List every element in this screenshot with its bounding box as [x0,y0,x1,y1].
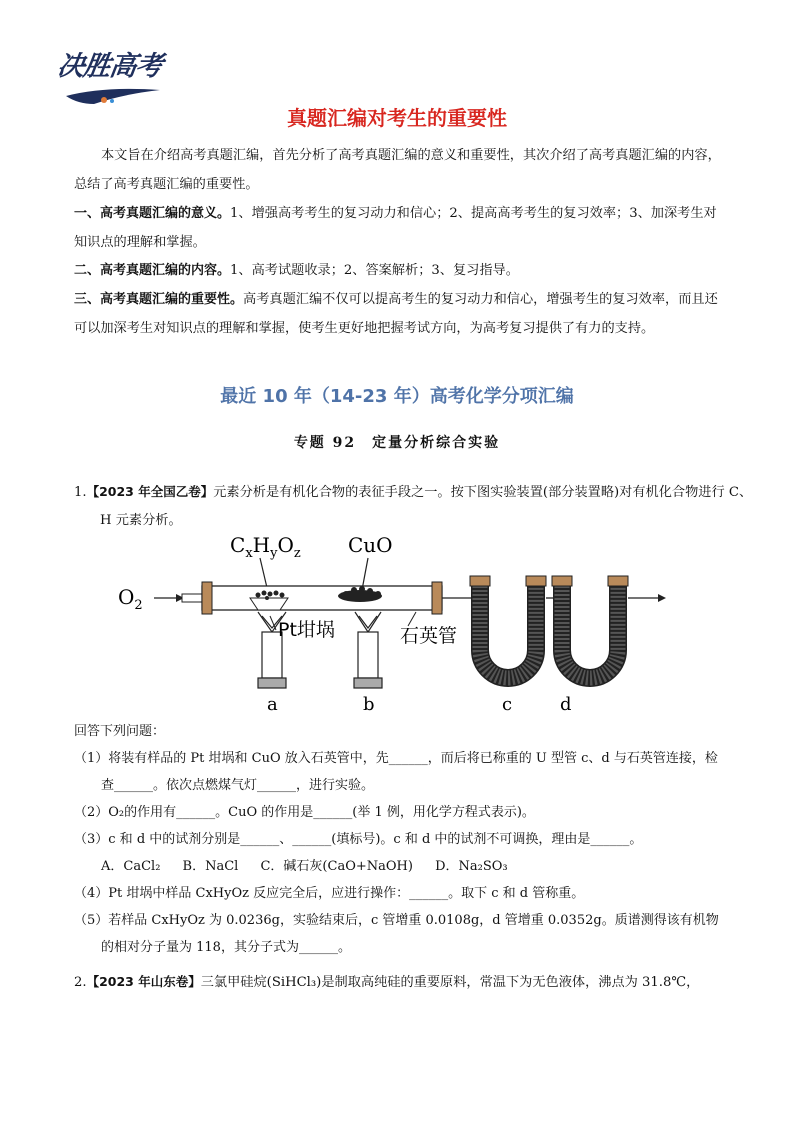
section-1 [74,199,724,257]
outlet-arrow-icon [658,594,666,602]
intro-paragraph: 本文旨在介绍高考真题汇编，首先分析了高考真题汇编的意义和重要性，其次介绍了高考真题汇编的内容，总结了高考真题汇编的重要性。 [74,148,721,192]
option-c: C．碱石灰(CaO+NaOH) [260,859,413,874]
section-1-text: 1、增强高考考生的复习动力和信心；2、提高高考考生的复习效率；3、加深考生对知识点的理解和掌握。 [74,206,717,250]
quartz-tube [202,586,442,610]
label-b: b [363,694,375,715]
subquestions-block [74,745,728,961]
option-b: B．NaCl [182,859,239,874]
label-a: a [267,694,278,715]
subquestion-2: （2）O₂的作用有______。CuO 的作用是______(举 1 例，用化学方程式表示)。 [74,805,535,820]
section-2-text: 1、高考试题收录；2、答案解析；3、复习指导。 [230,263,519,278]
u-tube-c-icon [470,576,546,678]
question-2 [74,968,754,997]
question-1-number: 1. [74,485,87,500]
label-d: d [560,694,572,715]
subquestion-1: （1）将装有样品的 Pt 坩埚和 CuO 放入石英管中，先______，而后将已称重的 U 型管 c、d 与石英管连接，检查______。依次点燃煤气灯______，进行实验。 [74,751,718,793]
options-row [74,853,728,880]
option-d: D．Na₂SO₃ [435,859,508,874]
page-title: 真题汇编对考生的重要性 [287,106,507,130]
sample-formula-label: $C_xH_yO_z$ [230,533,301,561]
section-1-heading: 一、高考真题汇编的意义。 [74,206,231,221]
option-a: A．CaCl₂ [101,859,161,874]
question-1 [74,478,754,535]
question-2-source: 【2023 年山东卷】 [86,974,201,989]
section-3-heading: 三、高考真题汇编的重要性。 [74,292,244,307]
answer-prompt: 回答下列问题： [74,724,166,739]
section-2 [74,256,724,285]
cuo-label: CuO [348,533,393,557]
subquestion-3: （3）c 和 d 中的试剂分别是______、______(填标号)。c 和 d 中的试剂不可调换，理由是______。 [74,832,643,847]
section-3-text: 高考真题汇编不仅可以提高考生的复习动力和信心，增强考生的复习效率，而且还可以加深考生对知识点的理解和掌握，使考生更好地把握考试方向，为高考复习提供了有力的支持。 [74,292,718,336]
u-tube-d-icon [552,576,628,678]
tube-label: 石英管 [400,625,458,647]
section-3 [74,285,724,343]
question-2-number: 2. [74,975,87,990]
question-1-text: 元素分析是有机化合物的表征手段之一。按下图实验装置(部分装置略)对有机化合物进行 C、H 元素分析。 [100,485,753,528]
subquestion-5: （5）若样品 CxHyOz 为 0.0236g，实验结束后，c 管增重 0.0108g，d 管增重 0.0352g。质谱测得该有机物的相对分子量为 118，其分子式为______。 [74,913,719,955]
question-1-source: 【2023 年全国乙卷】 [86,484,214,499]
logo-text: 决胜高考 [55,51,164,82]
subquestion-4: （4）Pt 坩埚中样品 CxHyOz 反应完全后，应进行操作：______。取下 c 和 d 管称重。 [74,886,585,901]
topic-heading: 专题 92 定量分析综合实验 [293,435,501,451]
section-2-heading: 二、高考真题汇编的内容。 [74,263,231,278]
crucible-label: Pt坩埚 [278,619,335,641]
burner-b-icon [354,612,382,688]
apparatus-diagram [110,532,690,720]
collection-subtitle: 最近 10 年（14-23 年）高考化学分项汇编 [220,386,574,407]
logo [55,44,170,106]
label-c: c [502,694,513,715]
question-2-text: 三氯甲硅烷(SiHCl₃)是制取高纯硅的重要原料，常温下为无色液体，沸点为 31.8℃， [200,975,700,990]
o2-label: $O_2$ [118,585,143,613]
